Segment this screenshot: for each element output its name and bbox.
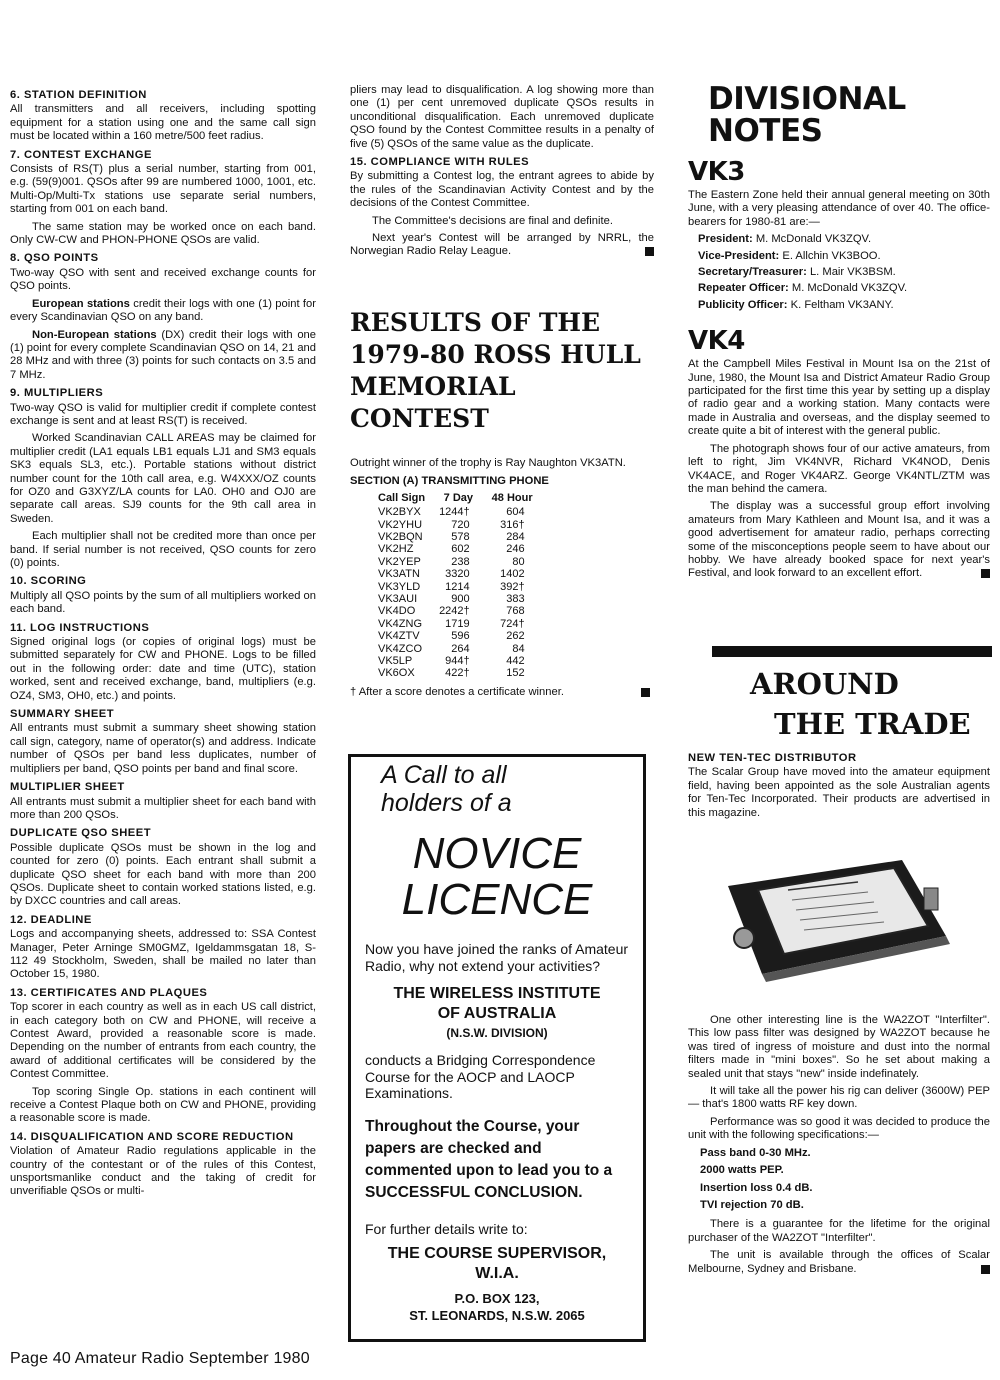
paragraph xyxy=(10,298,316,325)
forty-eight-hour-cell: 724† xyxy=(500,617,525,630)
table-row xyxy=(378,605,547,617)
title-line: NOTES xyxy=(708,113,823,149)
paragraph: Two-way QSO is valid for multiplier credit if complete contest exchange is sent and at least RS(T) is received. xyxy=(10,401,316,427)
supervisor-line: THE COURSE SUPERVISOR, xyxy=(387,1244,607,1262)
address-line: ST. LEONARDS, N.S.W. 2065 xyxy=(409,1307,585,1323)
officer-role: Repeater Officer: xyxy=(698,282,789,295)
seven-day-cell: 422† xyxy=(445,667,470,680)
section-heading: 10. SCORING xyxy=(10,575,87,588)
vk3-section xyxy=(688,157,990,312)
spec-item: Insertion loss 0.4 dB. xyxy=(700,1181,813,1194)
section-heading: MULTIPLIER SHEET xyxy=(10,781,125,794)
table-row xyxy=(378,655,547,667)
paragraph xyxy=(688,1249,990,1276)
section-heading: 6. STATION DEFINITION xyxy=(10,89,147,101)
table-row xyxy=(378,593,547,605)
forty-eight-hour-cell: 316† xyxy=(500,518,525,531)
advert-heading-line: A Call to all xyxy=(381,761,507,789)
section-continued xyxy=(350,84,654,151)
vk4-section xyxy=(688,326,990,581)
title-line: RESULTS OF THE xyxy=(350,307,601,337)
org-line: THE WIRELESS INSTITUTE xyxy=(393,985,601,1002)
paragraph: The Eastern Zone held their annual general meeting on 30th June, with a very pleasing attendance of over 40. The office-bearers for 1980-81 are:— xyxy=(688,189,990,228)
call-sign-cell: VK4ZNG xyxy=(378,617,423,630)
title-line: DIVISIONAL xyxy=(708,81,906,117)
forty-eight-hour-cell: 84 xyxy=(512,642,525,655)
section-scoring xyxy=(10,575,316,616)
seven-day-cell: 1244† xyxy=(439,506,470,519)
advert-big-line: NOVICE xyxy=(412,829,582,878)
divisional-notes-column xyxy=(688,81,990,585)
officer-row xyxy=(698,299,990,312)
results-title xyxy=(350,307,654,435)
forty-eight-hour-cell: 152 xyxy=(506,667,525,680)
paragraph: The Scalar Group have moved into the amateur equipment field, having been appointed as the sole Australian agents for Ten-Tec Incorporated. Their products are advertised in this magazine. xyxy=(688,766,990,819)
table-row xyxy=(378,531,547,543)
results-table xyxy=(378,492,547,680)
seven-day-cell: 238 xyxy=(451,555,470,568)
paragraph: Performance was so good it was decided to produce the unit with the following specifications:— xyxy=(688,1115,990,1142)
seven-day-cell: 944† xyxy=(445,654,470,667)
column-header: Call Sign xyxy=(378,491,426,504)
officer-name: M. McDonald VK3ZQV. xyxy=(755,233,872,246)
officer-name: K. Feltham VK3ANY. xyxy=(790,298,894,311)
section-multipliers xyxy=(10,387,316,570)
section-multiplier-sheet xyxy=(10,781,316,822)
advert-big-line: LICENCE xyxy=(401,875,593,924)
section-log-instructions xyxy=(10,622,316,703)
paragraph xyxy=(10,329,316,383)
column-header: 7 Day xyxy=(443,491,474,504)
paragraph: There is a guarantee for the lifetime for the original purchaser of the WA2ZOT "Interfilter". xyxy=(688,1218,990,1244)
forty-eight-hour-cell: 262 xyxy=(506,630,525,643)
section-summary-sheet xyxy=(10,708,316,776)
paragraph: Top scoring Single Op. stations in each continent will receive a Contest Plaque both on CW and PHONE, providing a reasonable score is made. xyxy=(10,1085,316,1125)
advert-org xyxy=(365,984,629,1042)
paragraph xyxy=(688,500,990,580)
trade-title xyxy=(750,664,990,744)
officer-row xyxy=(698,233,990,246)
officer-row xyxy=(698,266,990,279)
forty-eight-hour-cell: 768 xyxy=(506,605,525,618)
section-heading: SUMMARY SHEET xyxy=(10,708,115,721)
middle-column xyxy=(350,84,654,699)
advert-big-title xyxy=(365,831,629,923)
spec-item: 2000 watts PEP. xyxy=(700,1164,784,1177)
section-compliance xyxy=(350,156,654,259)
paragraph: All transmitters and all receivers, including spotting equipment for a station using one and the same call sign must be located within a 160 metre/500 feet radius. xyxy=(10,103,316,143)
org-line: (N.S.W. DIVISION) xyxy=(446,1026,548,1040)
section-heading: 12. DEADLINE xyxy=(10,913,92,926)
around-the-trade-section xyxy=(688,664,990,1280)
seven-day-cell: 602 xyxy=(451,543,470,556)
seven-day-cell: 1719 xyxy=(445,617,470,630)
results-section-heading: SECTION (A) TRANSMITTING PHONE xyxy=(350,475,549,488)
advert-heading-line: holders of a xyxy=(381,789,512,817)
paragraph: Multiply all QSO points by the sum of all multipliers worked on each band. xyxy=(10,589,316,616)
footnote-text: † After a score denotes a certificate winner. xyxy=(350,685,564,698)
paragraph: Logs and accompanying sheets, addressed to: SSA Contest Manager, Peter Arninge SM0GMZ, Igeldammsgatan 18, S-112 49 Stockholm, Sweden, shall be mailed no later than October 15, 1980. xyxy=(10,928,316,981)
seven-day-cell: 720 xyxy=(451,518,470,531)
paragraph-text: credit their logs with one (1) point for every Scandinavian QSO on any band. xyxy=(10,297,316,324)
seven-day-cell: 1214 xyxy=(445,580,470,593)
paragraph: All entrants must submit a multiplier sheet for each band with more than 200 QSOs. xyxy=(10,795,316,821)
paragraph: All entrants must submit a summary sheet showing station call sign, category, name of operator(s) and address. Indicate number of QSOs per band less duplicates, number of multipliers per band, QSO points per band and final score. xyxy=(10,722,316,775)
forty-eight-hour-cell: 1402 xyxy=(500,568,525,581)
page-footer: Page 40 Amateur Radio September 1980 xyxy=(10,1350,310,1367)
advert-paragraph: conducts a Bridging Correspondence Course for the AOCP and LAOCP Examinations. xyxy=(365,1052,596,1101)
advert-paragraph-bold: Throughout the Course, your papers are checked and commented upon to lead you to a SUCCESSFUL CONCLUSION. xyxy=(365,1117,613,1201)
advert-paragraph: Now you have joined the ranks of Amateur Radio, why not extend your activities? xyxy=(365,941,629,974)
seven-day-cell: 264 xyxy=(451,642,470,655)
paragraph-text: The unit is available through the offices of Scalar Melbourne, Sydney and Brisbane. xyxy=(688,1249,990,1275)
results-intro: Outright winner of the trophy is Ray Naughton VK3ATN. xyxy=(350,456,626,469)
section-station-definition xyxy=(10,89,316,144)
table-header-row xyxy=(378,492,547,506)
call-sign-cell: VK4DO xyxy=(378,605,416,618)
paragraph: Worked Scandinavian CALL AREAS may be claimed for multiplier credit (LA1 equals LB1 equals LJ1 and SM3 equals SK3 equals SL3, etc.). Portable stations without district number count for the 10th call area, e.g. W4XXX/OZ counts for OZ0 and G3XYZ/LA counts for LA0. OH0 and OJ0 are separate call areas. SJ9 counts for the 9th call area in Sweden. xyxy=(10,432,316,525)
section-heading: 9. MULTIPLIERS xyxy=(10,387,104,400)
officer-name: E. Allchin VK3BOO. xyxy=(782,249,881,262)
paragraph: Each multiplier shall not be credited more than once per band. If serial number is not received, QSO counts for zero (0) points. xyxy=(10,530,316,569)
forty-eight-hour-cell: 383 xyxy=(506,592,525,605)
paragraph xyxy=(350,232,654,259)
table-row xyxy=(378,506,547,518)
table-row xyxy=(378,581,547,593)
rules-column xyxy=(10,84,316,1203)
seven-day-cell: 596 xyxy=(451,630,470,643)
call-sign-cell: VK2YHU xyxy=(378,518,423,531)
end-mark-icon xyxy=(981,1265,990,1274)
officer-role: President: xyxy=(698,233,753,246)
end-mark-icon xyxy=(645,247,654,256)
section-disqualification xyxy=(10,1131,316,1199)
paragraph: Signed original logs (or copies of original logs) must be submitted separately for CW and PHONE. Logs to be filled out in the following order: date and time (UTC), station worked, sent and received exchange, band, multipliers (e.g. OZ4, SM3, OH0, etc.) and points. xyxy=(10,636,316,702)
section-heading: 14. DISQUALIFICATION AND SCORE REDUCTION xyxy=(10,1130,294,1143)
officer-role: Secretary/Treasurer: xyxy=(698,266,807,279)
section-heading: 15. COMPLIANCE WITH RULES xyxy=(350,156,530,169)
results-table-body xyxy=(378,506,547,680)
title-line: AROUND xyxy=(750,667,899,701)
advert-supervisor xyxy=(365,1244,629,1324)
connector-icon xyxy=(924,888,938,910)
address-line: P.O. BOX 123, xyxy=(454,1290,540,1306)
forty-eight-hour-cell: 442 xyxy=(506,654,525,667)
paragraph: Top scorer in each country as well as in each US call district, in each category both on CW and PHONE, will receive a Contest Award, provided a reasonable score is made. Depending on the number of entrants from each country, the award of additional certificates will be considered by the Contest Committee. xyxy=(10,1001,316,1081)
end-mark-icon xyxy=(641,688,650,697)
paragraph: One other interesting line is the WA2ZOT "Interfilter". This low pass filter was designed by WA2ZOT because he was tired of ingress of moisture and dust into the normal filters made in "mini boxes". So he set about making a sealed unit that stays "new" inside indefinately. xyxy=(688,1014,990,1080)
title-line: 1979-80 ROSS HULL xyxy=(350,339,641,369)
section-heading: 8. QSO POINTS xyxy=(10,252,99,265)
paragraph: The Committee's decisions are final and definite. xyxy=(372,214,613,227)
vk4-heading: VK4 xyxy=(688,326,745,357)
call-sign-cell: VK2BQN xyxy=(378,530,423,543)
forty-eight-hour-cell: 246 xyxy=(506,543,525,556)
section-heading: 13. CERTIFICATES AND PLAQUES xyxy=(10,986,208,999)
forty-eight-hour-cell: 392† xyxy=(500,580,525,593)
paragraph: It will take all the power his rig can deliver (3600W) PEP — that's 1800 watts RF key down. xyxy=(688,1085,990,1111)
results-footnote xyxy=(350,686,654,699)
section-deadline xyxy=(10,914,316,982)
table-row xyxy=(378,543,547,555)
table-row xyxy=(378,643,547,655)
seven-day-cell: 2242† xyxy=(439,605,470,618)
divisional-notes-title xyxy=(708,83,990,147)
officer-row xyxy=(698,282,990,295)
paragraph: pliers may lead to disqualification. A log showing more than one (1) per cent unremoved duplicate QSOs results in unconditional disqualification. Each unremoved duplicate QSO found by the Contest Committee results in a penalty of five (5) QSOs of the same value as the duplicate. xyxy=(350,84,654,150)
seven-day-cell: 3320 xyxy=(445,568,470,581)
connector-icon xyxy=(734,928,754,948)
paragraph: The photograph shows four of our active amateurs, from left to right, Jim VK4NVR, Richard VK4NOD, Denis VK4ACE, and Roger VK4ARZ. George VK4NTL/ZTM was the man behind the camera. xyxy=(688,442,990,495)
section-heading: 11. LOG INSTRUCTIONS xyxy=(10,621,150,634)
officer-name: M. McDonald VK3ZQV. xyxy=(791,282,908,295)
call-sign-cell: VK2YEP xyxy=(378,555,421,568)
section-heading: 7. CONTEST EXCHANGE xyxy=(10,148,152,161)
call-sign-cell: VK3ATN xyxy=(378,568,420,581)
call-sign-cell: VK2BYX xyxy=(378,506,421,519)
section-heading: DUPLICATE QSO SHEET xyxy=(10,827,152,840)
call-sign-cell: VK5LP xyxy=(378,654,413,667)
spec-item: TVI rejection 70 dB. xyxy=(700,1198,804,1211)
call-sign-cell: VK3YLD xyxy=(378,580,421,593)
divider-bar xyxy=(712,646,992,657)
paragraph: The same station may be worked once on each band. Only CW-CW and PHON-PHONE QSOs are valid. xyxy=(10,220,316,247)
trade-article xyxy=(688,752,990,1276)
call-sign-cell: VK4ZTV xyxy=(378,630,420,643)
spec-item: Pass band 0-30 MHz. xyxy=(700,1146,811,1159)
supervisor-line: W.I.A. xyxy=(475,1264,519,1282)
end-mark-icon xyxy=(981,569,990,578)
bold-term: Non-European stations xyxy=(32,328,157,341)
forty-eight-hour-cell: 80 xyxy=(512,555,525,568)
call-sign-cell: VK3AUI xyxy=(378,592,418,605)
call-sign-cell: VK4ZCO xyxy=(378,642,423,655)
paragraph: Consists of RS(T) plus a serial number, starting from 001, e.g. (59(9)001. QSOs after 99 are numbered 1000, 1001, etc. Multi-Op/Multi-Tx stations use separate serial numbers, starting from 001 on each band. xyxy=(10,163,316,216)
table-row xyxy=(378,618,547,630)
paragraph: By submitting a Contest log, the entrant agrees to abide by the rules of the Scandinavian Activity Contest and by the decisions of the Contest Committee. xyxy=(350,170,654,210)
title-line: THE TRADE xyxy=(774,707,971,741)
table-row xyxy=(378,630,547,642)
title-line: MEMORIAL CONTEST xyxy=(350,371,516,433)
call-sign-cell: VK2HZ xyxy=(378,543,414,556)
vk3-heading: VK3 xyxy=(688,157,745,187)
officer-role: Publicity Officer: xyxy=(698,298,788,311)
novice-licence-advert xyxy=(348,754,646,1342)
section-qso-points xyxy=(10,252,316,382)
forty-eight-hour-cell: 284 xyxy=(506,530,525,543)
paragraph: Possible duplicate QSOs must be shown in the log and counted for zero (0) points. Each entrant shall submit a duplicate QSO sheet for each band with more than 200 QSOs. Duplicate sheet to contain worked stations listed, e.g. by DXCC countries and call areas. xyxy=(10,841,316,908)
table-row xyxy=(378,519,547,531)
column-header: 48 Hour xyxy=(491,491,533,504)
table-row xyxy=(378,568,547,580)
table-row xyxy=(378,556,547,568)
spec-list xyxy=(700,1147,990,1213)
forty-eight-hour-cell: 604 xyxy=(506,506,525,519)
seven-day-cell: 578 xyxy=(451,530,470,543)
paragraph-text: (DX) credit their logs with one (1) point for every complete Scandinavian QSO on 14, 21 and 28 MHz and with three (3) points for such contacts on 3.5 and 7 MHz. xyxy=(10,328,316,381)
section-duplicate-sheet xyxy=(10,827,316,908)
officer-name: L. Mair VK3BSM. xyxy=(809,266,896,279)
paragraph-text: Next year's Contest will be arranged by NRRL, the Norwegian Radio Relay League. xyxy=(350,232,654,258)
interfilter-photo xyxy=(688,828,990,1004)
results-block xyxy=(350,307,654,699)
paragraph: At the Campbell Miles Festival in Mount Isa on the 21st of June, 1980, the Mount Isa and District Amateur Radio Group participated for the first time this year by setting up a display of radio gear and a working station. Many contacts were made in Australia and overseas, and the display seemed to create quite a bit of interest with the general public. xyxy=(688,358,990,438)
paragraph-text: The display was a successful group effort involving amateurs from Mary Kathleen and Mount Isa, and it was a good advertisement for amateur radio, perhaps correcting some of the misconceptions people seem to have about our hobby. We have already booked space for next year's Festival, and look forward to an excellent effort. xyxy=(688,500,990,580)
paragraph: Violation of Amateur Radio regulations applicable in the country of the contestant or of the rules of this Contest, unsportsmanlike conduct and the taking of credit for unverifiable QSOs or multi- xyxy=(10,1145,316,1198)
org-line: OF AUSTRALIA xyxy=(437,1005,557,1022)
seven-day-cell: 900 xyxy=(451,592,470,605)
call-sign-cell: VK6OX xyxy=(378,667,415,680)
officer-row xyxy=(698,250,990,263)
section-certificates xyxy=(10,987,316,1126)
officer-list xyxy=(688,233,990,312)
advert-heading xyxy=(381,761,629,817)
advert-paragraph: For further details write to: xyxy=(365,1220,528,1237)
officer-role: Vice-President: xyxy=(698,249,780,262)
section-heading: NEW TEN-TEC DISTRIBUTOR xyxy=(688,752,857,764)
bold-term: European stations xyxy=(32,297,130,310)
table-row xyxy=(378,667,547,679)
paragraph: Two-way QSO with sent and received exchange counts for QSO points. xyxy=(10,266,316,293)
section-contest-exchange xyxy=(10,149,316,248)
